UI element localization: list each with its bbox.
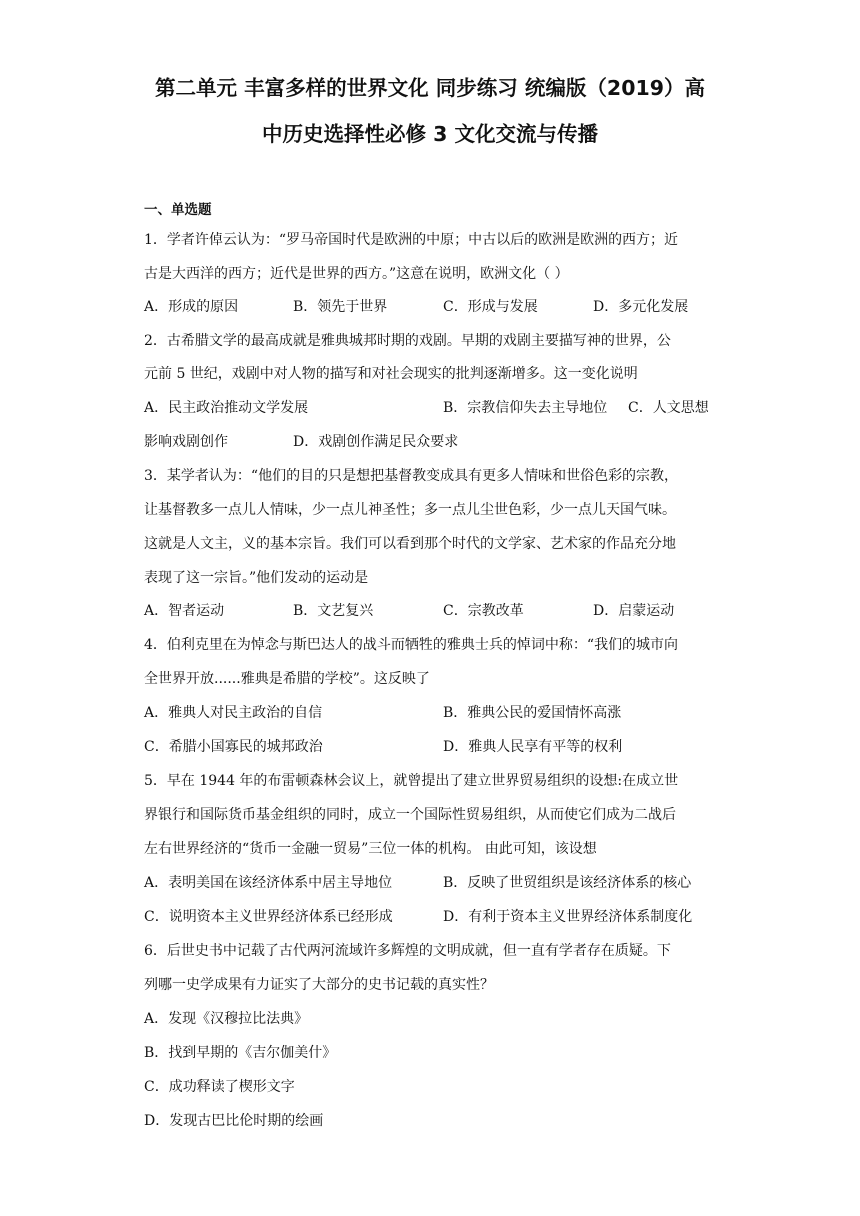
question-6-option-a: A．发现《汉穆拉比法典》: [144, 1011, 309, 1027]
question-2-text: 2．古希腊文学的最高成就是雅典城邦时期的戏剧。早期的戏剧主要描写神的世界，公: [144, 333, 671, 349]
question-4-option-c: C．希腊小国寡民的城邦政治: [144, 739, 323, 755]
question-2-option-c-continued: 影响戏剧创作: [144, 434, 228, 450]
question-5-option-c: C．说明资本主义世界经济体系已经形成: [144, 909, 393, 925]
question-1-text: 1．学者许倬云认为：“罗马帝国时代是欧洲的中原；中古以后的欧洲是欧洲的西方；近: [144, 232, 679, 248]
question-3-option-c: C．宗教改革: [443, 603, 524, 619]
question-2-option-c: C．人文思想: [628, 400, 709, 416]
document-title-line-1: 第二单元 丰富多样的世界文化 同步练习 统编版（2019）高: [155, 76, 705, 100]
question-4-text: 4．伯利克里在为悼念与斯巴达人的战斗而牺牲的雅典士兵的悼词中称：“我们的城市向: [144, 637, 679, 653]
question-4-text: 全世界开放......雅典是希腊的学校”。这反映了: [144, 671, 430, 687]
question-3-text: 让基督教多一点儿人情味，少一点儿神圣性；多一点儿尘世色彩，少一点儿天国气味。: [144, 502, 676, 518]
question-5-option-d: D．有利于资本主义世界经济体系制度化: [443, 909, 693, 925]
question-1-option-d: D．多元化发展: [593, 299, 689, 315]
question-3-text: 表现了这一宗旨。”他们发动的运动是: [144, 570, 369, 586]
question-1-option-a: A．形成的原因: [144, 299, 239, 315]
question-2-text: 元前 5 世纪，戏剧中对人物的描写和对社会现实的批判逐渐增多。这一变化说明: [144, 366, 638, 382]
question-5-option-a: A．表明美国在该经济体系中居主导地位: [144, 875, 393, 891]
question-3-option-b: B．文艺复兴: [293, 603, 374, 619]
document-title-line-2: 中历史选择性必修 3 文化交流与传播: [261, 122, 599, 146]
question-2-option-a: A．民主政治推动文学发展: [144, 400, 309, 416]
question-6-option-c: C．成功释读了楔形文字: [144, 1079, 295, 1095]
question-6-text: 列哪一史学成果有力证实了大部分的史书记载的真实性？: [144, 977, 494, 993]
question-4-option-b: B．雅典公民的爱国情怀高涨: [443, 705, 622, 721]
question-5-text: 5．早在 1944 年的布雷顿森林会议上，就曾提出了建立世界贸易组织的设想:在成立世: [144, 773, 679, 789]
question-3-text: 这就是人文主，义的基本宗旨。我们可以看到那个时代的文学家、艺术家的作品充分地: [144, 536, 676, 552]
question-4-option-d: D．雅典人民享有平等的权利: [443, 739, 623, 755]
question-6-text: 6．后世史书中记载了古代两河流域许多辉煌的文明成就，但一直有学者存在质疑。下: [144, 943, 671, 959]
question-2-option-b: B．宗教信仰失去主导地位: [443, 400, 608, 416]
question-1-option-c: C．形成与发展: [443, 299, 538, 315]
question-1-option-b: B．领先于世界: [293, 299, 388, 315]
question-4-option-a: A．雅典人对民主政治的自信: [144, 705, 323, 721]
question-6-option-b: B．找到早期的《吉尔伽美什》: [144, 1045, 337, 1061]
question-5-option-b: B．反映了世贸组织是该经济体系的核心: [443, 875, 692, 891]
question-2-option-d: D．戏剧创作满足民众要求: [293, 434, 459, 450]
question-3-option-a: A．智者运动: [144, 603, 225, 619]
question-3-option-d: D．启蒙运动: [593, 603, 675, 619]
question-5-text: 左右世界经济的“货币一金融一贸易”三位一体的机构。 由此可知，该设想: [144, 841, 597, 857]
question-3-text: 3．某学者认为：“他们的目的只是想把基督教变成具有更多人情味和世俗色彩的宗教，: [144, 468, 679, 484]
question-5-text: 界银行和国际货币基金组织的同时，成立一个国际性贸易组织，从而使它们成为二战后: [144, 807, 676, 823]
question-6-option-d: D．发现古巴比伦时期的绘画: [144, 1113, 324, 1129]
section-heading: 一、单选题: [144, 202, 212, 218]
question-1-text: 古是大西洋的西方；近代是世界的西方。”这意在说明，欧洲文化（ ）: [144, 266, 569, 282]
